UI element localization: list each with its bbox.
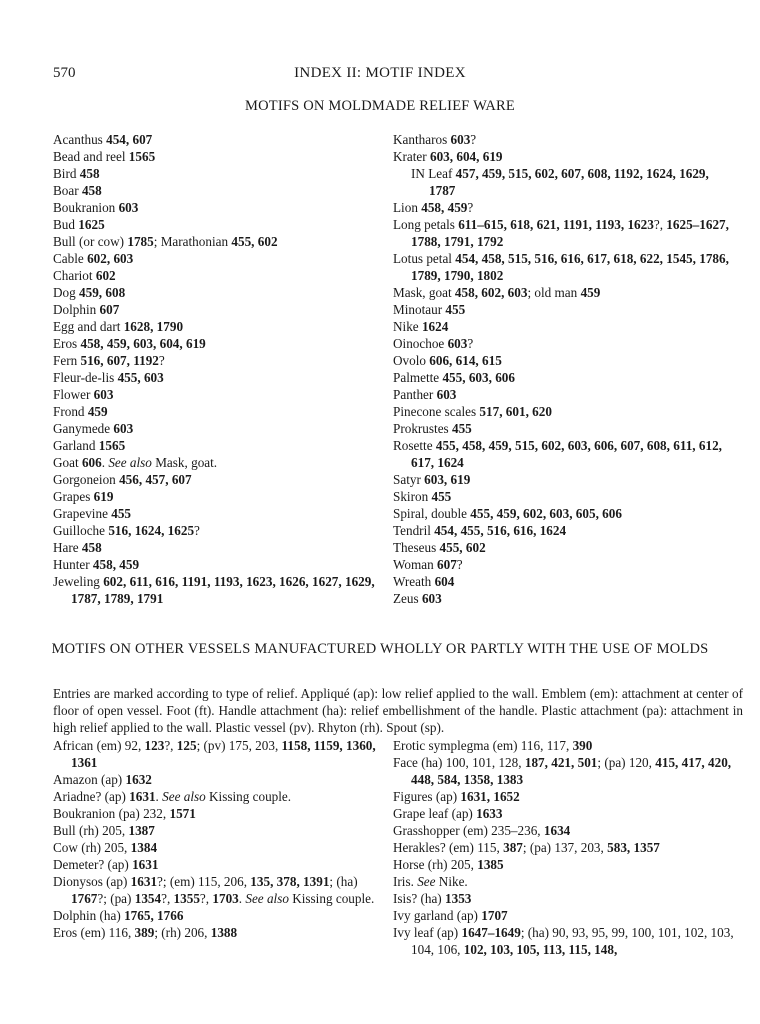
index-entry: [393, 131, 733, 148]
entry-text: Acanthus: [53, 132, 107, 147]
page-refs: 1625: [78, 217, 105, 232]
page-refs: 455, 603, 606: [442, 370, 515, 385]
index-entry: [53, 873, 383, 907]
entry-text: Prokrustes: [393, 421, 452, 436]
index-entry: [53, 437, 383, 454]
index-entry: [393, 199, 733, 216]
entry-text: Kissing couple.: [205, 789, 292, 804]
entry-text: Horse (rh) 205,: [393, 857, 478, 872]
entry-text: Ganymede: [53, 421, 114, 436]
page-refs: 1647–1649: [461, 925, 521, 940]
entry-text: African (em) 92,: [53, 738, 145, 753]
entry-text: Fern: [53, 353, 81, 368]
page-refs: 458, 602, 603: [454, 285, 528, 300]
entry-text: Amazon (ap): [53, 772, 126, 787]
page-refs: 387: [503, 840, 523, 855]
index-entry: [393, 352, 733, 369]
entry-text: Grasshopper (em) 235–236,: [393, 823, 544, 838]
page-refs: 603: [421, 591, 442, 606]
entry-text: Mask, goat: [393, 285, 455, 300]
page-refs: 1384: [130, 840, 158, 855]
entry-text: Grapes: [53, 489, 94, 504]
index-entry: [393, 165, 733, 199]
index-entry: [393, 737, 738, 754]
entry-text: Cable: [53, 251, 88, 266]
page-refs: 1353: [445, 891, 472, 906]
section-title-moldmade: MOTIFS ON MOLDMADE RELIEF WARE: [245, 98, 515, 114]
cross-ref: See: [417, 874, 436, 889]
index-column-left: [53, 131, 383, 607]
entry-text: Grapevine: [53, 506, 112, 521]
index-entry: [393, 556, 733, 573]
page-refs: 135, 378, 1391: [250, 874, 330, 889]
entry-text: Dolphin (ha): [53, 908, 125, 923]
page-refs: 1634: [543, 823, 571, 838]
index-entry: [53, 454, 383, 471]
index-entry: [53, 165, 383, 182]
page-refs: 607: [99, 302, 120, 317]
page-refs: 1631: [129, 789, 156, 804]
page-refs: 583, 1357: [607, 840, 660, 855]
index-entry: [393, 369, 733, 386]
index-entry: [53, 522, 383, 539]
index-entry: [393, 522, 733, 539]
page-refs: 455: [111, 506, 131, 521]
entry-text: Ivy garland (ap): [393, 908, 482, 923]
page-number: 570: [53, 65, 76, 81]
entry-text: ?: [158, 353, 165, 368]
entry-text: Krater: [393, 149, 430, 164]
entry-text: .: [101, 455, 109, 470]
index-entry: [53, 233, 383, 250]
entry-text: Guilloche: [53, 523, 109, 538]
entry-text: Herakles? (em) 115,: [393, 840, 504, 855]
index-entry: [393, 386, 733, 403]
index-column-right: [393, 131, 733, 607]
index-entry: [53, 284, 383, 301]
index-entry: [53, 856, 383, 873]
page-refs: 187, 421, 501: [524, 755, 598, 770]
entry-text: Erotic symplegma (em) 116, 117,: [393, 738, 573, 753]
page-refs: 458: [81, 183, 102, 198]
page-refs: 1158, 1159, 1360, 1361: [71, 738, 376, 770]
entry-text: Panther: [393, 387, 437, 402]
section-title-other-vessels: MOTIFS ON OTHER VESSELS MANUFACTURED WHOLLY OR PARTLY WITH THE USE OF MOLDS: [51, 641, 709, 657]
index-entry: [393, 856, 738, 873]
page-refs: 619: [93, 489, 114, 504]
entry-text: Mask, goat.: [151, 455, 218, 470]
page-refs: 415, 417, 420, 448, 584, 1358, 1383: [411, 755, 732, 787]
index-entry: [53, 839, 383, 856]
page-refs: 102, 103, 105, 113, 115, 148,: [463, 942, 618, 957]
entry-text: ?: [470, 132, 477, 147]
entry-text: ; (pv) 175, 203,: [196, 738, 282, 753]
entry-text: Ovolo: [393, 353, 430, 368]
index-entry: [393, 873, 738, 890]
index-column-left-2: [53, 737, 383, 941]
entry-text: ; (pa) 120,: [597, 755, 656, 770]
running-title: INDEX II: MOTIF INDEX: [294, 65, 466, 81]
entry-text: ?; (pa): [97, 891, 135, 906]
index-entry: [53, 335, 383, 352]
cross-ref: See also: [162, 789, 206, 804]
page-refs: 1707: [481, 908, 508, 923]
index-entry: [393, 805, 738, 822]
page-refs: 455, 459, 602, 603, 605, 606: [470, 506, 622, 521]
entry-text: Palmette: [393, 370, 443, 385]
entry-text: Ariadne? (ap): [53, 789, 130, 804]
entry-text: ; (pa) 137, 203,: [522, 840, 608, 855]
index-entry: [53, 199, 383, 216]
page-refs: 455, 603: [117, 370, 164, 385]
index-entry: [393, 907, 738, 924]
page-refs: 603: [113, 421, 134, 436]
index-entry: [53, 788, 383, 805]
page-refs: 454, 458, 515, 516, 616, 617, 618, 622, 1545, 1786, 1789, 1790, 1802: [411, 251, 729, 283]
index-entry: [393, 284, 733, 301]
page-refs: 1628, 1790: [123, 319, 184, 334]
entry-text: Face (ha) 100, 101, 128,: [393, 755, 525, 770]
entry-text: Dolphin: [53, 302, 100, 317]
page-refs: 1354: [134, 891, 162, 906]
index-entry: [53, 737, 383, 771]
page-refs: 1387: [128, 823, 155, 838]
entry-text: Eros (em) 116,: [53, 925, 135, 940]
page-refs: 458, 459: [421, 200, 468, 215]
index-entry: [393, 335, 733, 352]
page-refs: 603: [93, 387, 114, 402]
index-entry: [53, 539, 383, 556]
entry-text: Frond: [53, 404, 88, 419]
entry-text: ?: [467, 200, 474, 215]
entry-text: Figures (ap): [393, 789, 461, 804]
index-entry: [53, 352, 383, 369]
index-entry: [53, 267, 383, 284]
cross-ref: See also: [245, 891, 289, 906]
page-refs: 607: [437, 557, 457, 572]
entry-text: Boukranion: [53, 200, 119, 215]
entry-text: .: [155, 789, 163, 804]
entry-text: Zeus: [393, 591, 422, 606]
page-refs: 454, 607: [106, 132, 153, 147]
page-refs: 390: [572, 738, 593, 753]
page-refs: 1631: [132, 857, 159, 872]
entry-text: Nike.: [435, 874, 468, 889]
page-refs: 606: [81, 455, 102, 470]
relief-type-note: Entries are marked according to type of relief. Appliqué (ap): low relief applied to the wall. Emblem (em): attachment at center of floor of open vessel. Foot (ft). Handle attachment (ha): relief embellishment of the handle. Plastic attachment (pa): attachment in high relief applied to the wall. Plastic vessel (pv). Rhyton (rh). Spout (sp).: [53, 686, 743, 735]
entry-text: ?: [467, 336, 474, 351]
entry-text: Jeweling: [53, 574, 104, 589]
index-entry: [393, 788, 738, 805]
page-refs: 1785: [127, 234, 154, 249]
page-refs: 458, 459: [92, 557, 140, 572]
page-refs: 603: [447, 336, 468, 351]
entry-text: Theseus: [393, 540, 440, 555]
entry-text: Satyr: [393, 472, 425, 487]
entry-text: ?: [456, 557, 463, 572]
page-refs: 1631: [130, 874, 158, 889]
index-entry: [393, 590, 733, 607]
index-entry: [53, 386, 383, 403]
entry-text: Tendril: [393, 523, 435, 538]
index-entry: [393, 890, 738, 907]
entry-text: Pinecone scales: [393, 404, 480, 419]
index-entry: [53, 505, 383, 522]
page-refs: 1565: [98, 438, 126, 453]
index-entry: [53, 556, 383, 573]
page-refs: 517, 601, 620: [479, 404, 552, 419]
entry-text: Lion: [393, 200, 422, 215]
entry-text: ; Marathonian: [153, 234, 232, 249]
index-entry: [393, 420, 733, 437]
index-entry: [393, 148, 733, 165]
page-refs: 602: [95, 268, 116, 283]
page-refs: 602, 611, 616, 1191, 1193, 1623, 1626, 1627, 1629, 1787, 1789, 1791: [71, 574, 375, 606]
entry-text: Nike: [393, 319, 422, 334]
page-refs: 1767: [71, 891, 98, 906]
page-refs: 603: [436, 387, 457, 402]
index-entry: [53, 924, 383, 941]
page-refs: 1565: [128, 149, 156, 164]
entry-text: ?,: [164, 738, 177, 753]
page-refs: 516, 1624, 1625: [108, 523, 195, 538]
index-entry: [53, 403, 383, 420]
index-entry: [53, 771, 383, 788]
entry-text: IN Leaf: [411, 166, 456, 181]
cross-ref: See also: [108, 455, 152, 470]
entry-text: Rosette: [393, 438, 436, 453]
index-entry: [53, 318, 383, 335]
entry-text: Lotus petal: [393, 251, 456, 266]
entry-text: Hunter: [53, 557, 93, 572]
entry-text: .: [238, 891, 246, 906]
index-entry: [393, 250, 733, 284]
index-entry: [393, 924, 738, 958]
page-refs: 603, 604, 619: [429, 149, 503, 164]
entry-text: Bull (or cow): [53, 234, 128, 249]
entry-text: Skiron: [393, 489, 432, 504]
entry-text: Wreath: [393, 574, 435, 589]
entry-text: ?: [194, 523, 200, 538]
page-refs: 603: [450, 132, 471, 147]
index-entry: [393, 839, 738, 856]
entry-text: Isis? (ha): [393, 891, 445, 906]
entry-text: Demeter? (ap): [53, 857, 133, 872]
entry-text: Cow (rh) 205,: [53, 840, 131, 855]
index-entry: [53, 573, 383, 607]
entry-text: Dog: [53, 285, 80, 300]
entry-text: Boar: [53, 183, 82, 198]
page-refs: 457, 459, 515, 602, 607, 608, 1192, 1624, 1629, 1787: [429, 166, 709, 198]
page-refs: 1703: [212, 891, 239, 906]
entry-text: Hare: [53, 540, 82, 555]
page-refs: 603: [118, 200, 139, 215]
entry-text: Kantharos: [393, 132, 451, 147]
page-refs: 455: [431, 489, 452, 504]
index-entry: [393, 403, 733, 420]
index-entry: [393, 471, 733, 488]
index-entry: [53, 216, 383, 233]
page-refs: 1355: [173, 891, 200, 906]
page-refs: 602, 603: [87, 251, 134, 266]
page-refs: 389: [134, 925, 155, 940]
index-entry: [393, 488, 733, 505]
index-entry: [393, 822, 738, 839]
entry-text: ?,: [199, 891, 213, 906]
page-refs: 459: [580, 285, 601, 300]
entry-text: Dionysos (ap): [53, 874, 131, 889]
index-entry: [393, 216, 733, 250]
index-entry: [393, 573, 733, 590]
entry-text: Iris.: [393, 874, 418, 889]
entry-text: Garland: [53, 438, 99, 453]
page-refs: 611–615, 618, 621, 1191, 1193, 1623: [458, 217, 654, 232]
page-refs: 123: [144, 738, 165, 753]
index-entry: [53, 131, 383, 148]
page-refs: 516, 607, 1192: [80, 353, 159, 368]
entry-text: ; old man: [527, 285, 581, 300]
entry-text: Fleur-de-lis: [53, 370, 118, 385]
entry-text: ; (rh) 206,: [154, 925, 211, 940]
index-entry: [53, 250, 383, 267]
page-refs: 458, 459, 603, 604, 619: [80, 336, 206, 351]
entry-text: Oinochoe: [393, 336, 448, 351]
entry-text: ; (ha): [329, 874, 358, 889]
index-entry: [393, 754, 738, 788]
page-refs: 458: [79, 166, 100, 181]
entry-text: ; (ha) 90, 93, 95, 99, 100, 101, 102, 103, 104, 106,: [411, 925, 734, 957]
entry-text: Bead and reel: [53, 149, 129, 164]
index-entry: [53, 182, 383, 199]
entry-text: Long petals: [393, 217, 459, 232]
entry-text: ?,: [653, 217, 667, 232]
entry-text: Chariot: [53, 268, 96, 283]
entry-text: Kissing couple.: [288, 891, 375, 906]
entry-text: Grape leaf (ap): [393, 806, 477, 821]
index-entry: [53, 488, 383, 505]
entry-text: Flower: [53, 387, 94, 402]
page-refs: 455, 602: [439, 540, 486, 555]
index-entry: [393, 505, 733, 522]
page-refs: 459: [87, 404, 108, 419]
entry-text: Bird: [53, 166, 80, 181]
page-refs: 459, 608: [79, 285, 126, 300]
page-refs: 604: [434, 574, 455, 589]
page-refs: 125: [176, 738, 197, 753]
entry-text: Minotaur: [393, 302, 446, 317]
index-entry: [53, 822, 383, 839]
page-refs: 1385: [477, 857, 504, 872]
entry-text: Spiral, double: [393, 506, 471, 521]
index-entry: [53, 471, 383, 488]
entry-text: Bull (rh) 205,: [53, 823, 129, 838]
page-refs: 1765, 1766: [124, 908, 184, 923]
page-refs: 1631, 1652: [460, 789, 520, 804]
page-refs: 1633: [476, 806, 503, 821]
page-refs: 606, 614, 615: [429, 353, 502, 368]
entry-text: Boukranion (pa) 232,: [53, 806, 170, 821]
index-entry: [53, 148, 383, 165]
page-refs: 455, 602: [231, 234, 278, 249]
page-refs: 1625–1627, 1788, 1791, 1792: [411, 217, 729, 249]
entry-text: Ivy leaf (ap): [393, 925, 462, 940]
index-entry: [53, 301, 383, 318]
page-refs: 1571: [169, 806, 196, 821]
page-refs: 456, 457, 607: [119, 472, 192, 487]
page-refs: 455: [451, 421, 472, 436]
page-refs: 455, 458, 459, 515, 602, 603, 606, 607, 608, 611, 612, 617, 1624: [411, 438, 722, 470]
index-entry: [393, 437, 733, 471]
entry-text: ?; (em) 115, 206,: [157, 874, 251, 889]
entry-text: Goat: [53, 455, 82, 470]
entry-text: Eros: [53, 336, 81, 351]
entry-text: Woman: [393, 557, 437, 572]
entry-text: Egg and dart: [53, 319, 124, 334]
index-entry: [393, 539, 733, 556]
index-entry: [53, 907, 383, 924]
page-refs: 1624: [421, 319, 449, 334]
entry-text: Bud: [53, 217, 79, 232]
entry-text: ?,: [161, 891, 174, 906]
page-refs: 455: [445, 302, 466, 317]
page-refs: 454, 455, 516, 616, 1624: [434, 523, 567, 538]
index-entry: [393, 301, 733, 318]
page-refs: 603, 619: [424, 472, 471, 487]
index-entry: [53, 420, 383, 437]
index-entry: [53, 369, 383, 386]
page-refs: 1632: [125, 772, 152, 787]
entry-text: Gorgoneion: [53, 472, 120, 487]
index-entry: [393, 318, 733, 335]
page-refs: 458: [81, 540, 102, 555]
index-entry: [53, 805, 383, 822]
page-refs: 1388: [210, 925, 238, 940]
index-column-right-2: [393, 737, 738, 958]
